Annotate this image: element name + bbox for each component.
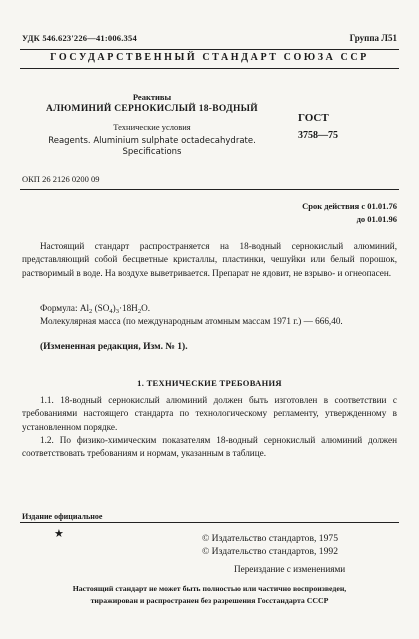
udk-code: УДК 546.623'226—41:006.354 <box>22 33 137 43</box>
formula-part: ·18H <box>118 303 138 313</box>
okp-code: ОКП 26 2126 0200 09 <box>22 174 100 184</box>
intro-paragraph: Настоящий стандарт распространяется на 18-водный сернокислый алюминий, представляющий собой бесцветные кристаллы, пластинки, чешуйки или белый порошок, растворимый в воде. На воздухе выветривается. Препарат не ядовит, не взрыво- и огнеопасен. <box>22 241 397 278</box>
footer-rule <box>20 522 399 523</box>
technical-conditions-label: Технические условия <box>113 122 191 132</box>
section-title: 1. ТЕХНИЧЕСКИЕ ТРЕБОВАНИЯ <box>137 378 282 388</box>
validity-period <box>302 200 397 226</box>
star-icon: ★ <box>54 528 64 540</box>
amendment-note: (Измененная редакция, Изм. № 1). <box>40 342 188 352</box>
heading-rule <box>20 68 399 69</box>
molar-mass-paragraph: Молекулярная масса (по международным атомным массам 1971 г.) — 666,40. <box>40 316 343 326</box>
formula-subscript: 2 <box>137 308 142 315</box>
formula-part: (SO <box>92 303 110 313</box>
formula-subscript: 2 <box>89 308 93 315</box>
document-title: АЛЮМИНИЙ СЕРНОКИСЛЫЙ 18-ВОДНЫЙ <box>46 104 258 114</box>
copyright-1975: © Издательство стандартов, 1975 <box>202 533 338 544</box>
group-code: Группа Л51 <box>349 33 397 43</box>
gost-number: 3758—75 <box>298 130 338 141</box>
paragraph-1-2: 1.2. По физико-химическим показателям 18-водный сернокислый алюминий должен соответствовать требованиям и нормам, указанным в таблице. <box>22 435 397 459</box>
notice-line-2: тиражирован и распространен без разрешения Госстандарта СССР <box>90 596 329 606</box>
okp-rule <box>20 189 399 190</box>
formula-subscript: 4 <box>109 308 113 315</box>
formula-part: ) <box>112 303 116 313</box>
notice-line-1: Настоящий стандарт не может быть полностью или частично воспроизведен, <box>72 584 347 593</box>
reprint-note: Переиздание с изменениями <box>234 564 346 574</box>
validity-to: до 01.01.96 <box>356 214 397 225</box>
paragraph-1-1: 1.1. 18-водный сернокислый алюминий должен быть изготовлен в соответствии с требованиями настоящего стандарта по технологическому регламенту, утвержденному в установленном порядке. <box>22 395 397 432</box>
official-edition-label: Издание официальное <box>22 512 103 521</box>
copyright-1992: © Издательство стандартов, 1992 <box>202 546 338 557</box>
reagents-label: Реактивы <box>132 92 172 102</box>
formula-prefix: Формула: Al <box>40 303 90 313</box>
english-title: Reagents. Aluminium sulphate octadecahydrate. Specifications <box>48 136 256 158</box>
gost-label: ГОСТ <box>298 112 329 124</box>
top-rule <box>20 49 399 50</box>
state-standard-heading: ГОСУДАРСТВЕННЫЙ СТАНДАРТ СОЮЗА ССР <box>50 52 369 63</box>
reproduction-notice <box>20 583 399 608</box>
formula-subscript: 3 <box>115 308 119 315</box>
formula-suffix: O. <box>141 303 151 313</box>
validity-from: Срок действия с 01.01.76 <box>302 201 397 211</box>
